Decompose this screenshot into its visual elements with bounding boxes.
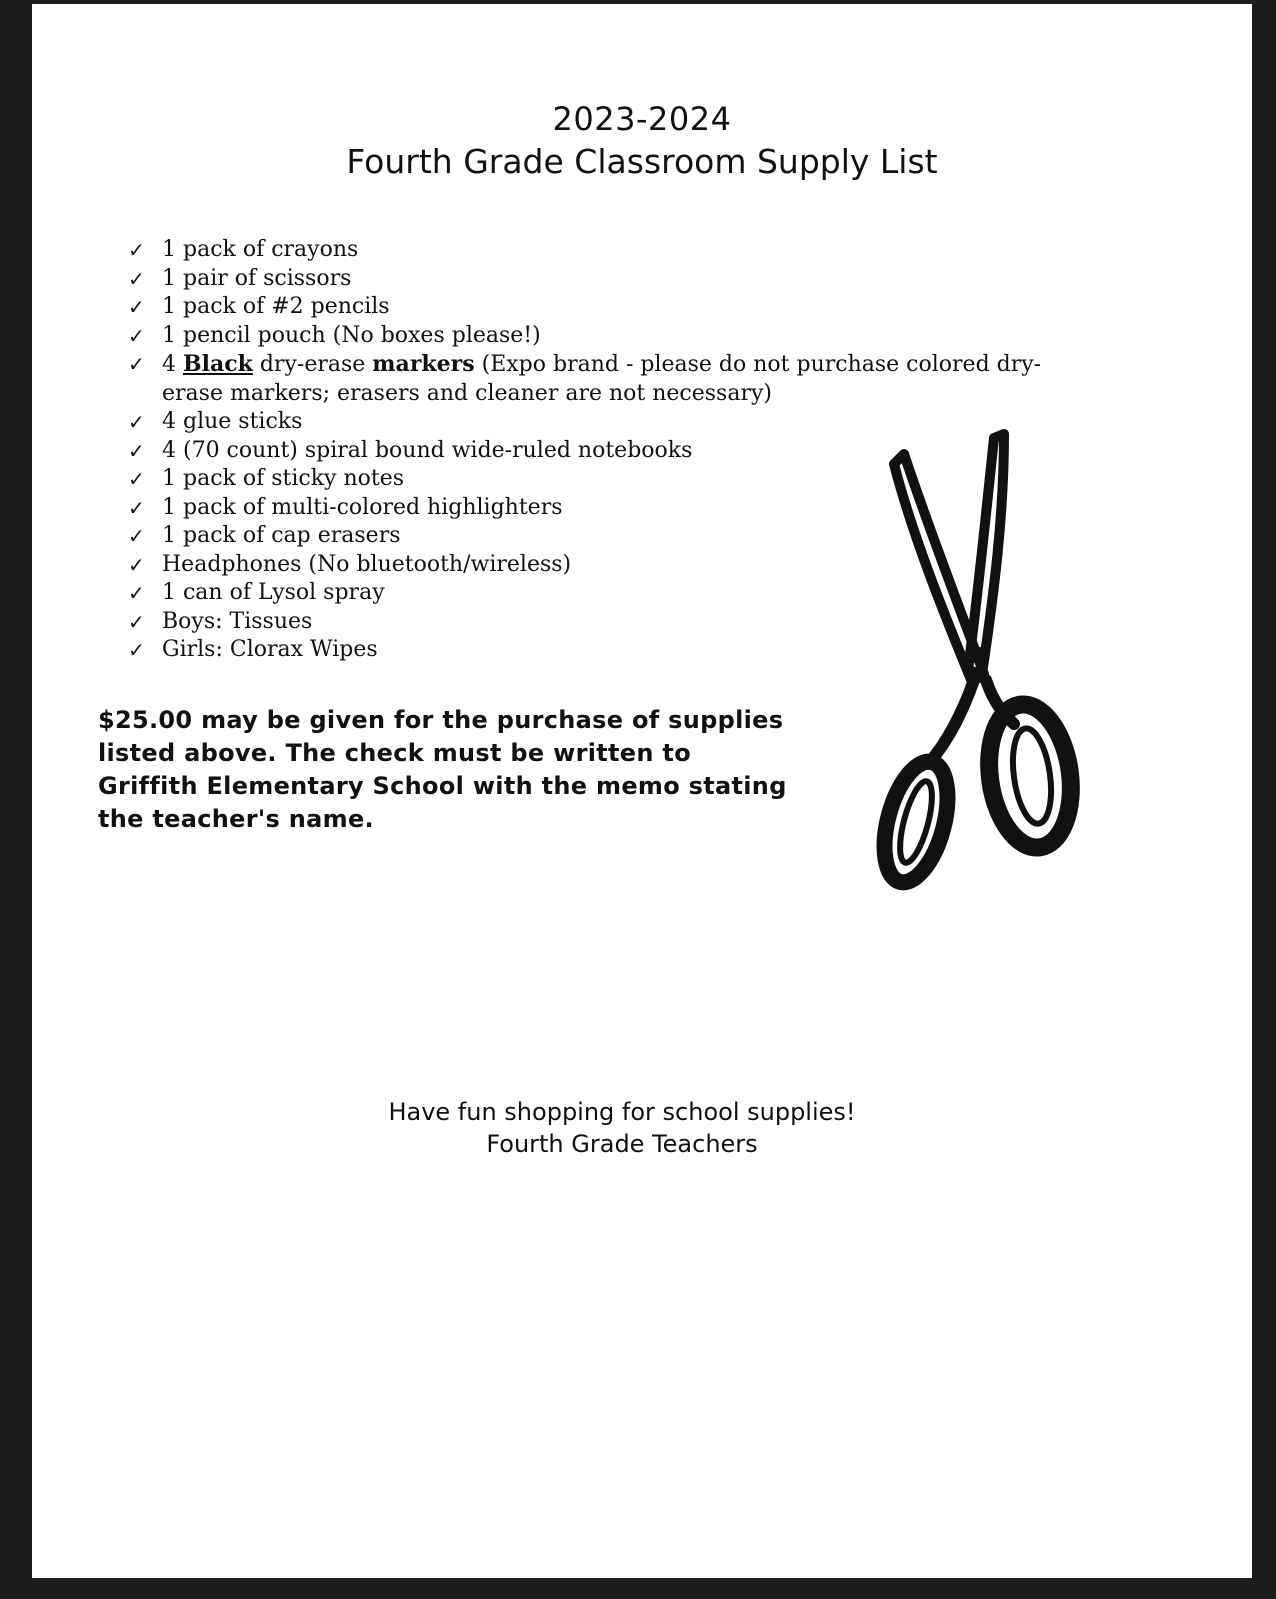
check-icon: ✓ <box>128 238 145 262</box>
list-item-text: 1 pack of cap erasers <box>162 523 401 548</box>
list-item <box>128 322 1128 351</box>
check-icon: ✓ <box>128 352 145 376</box>
check-icon: ✓ <box>128 438 145 463</box>
list-item-text: Headphones (No bluetooth/wireless) <box>162 551 572 577</box>
list-item-text: (Expo brand - please do not purchase colored dry-erase markers; erasers and cleaner are not necessary) <box>162 352 1042 406</box>
emphasis-markers: markers <box>372 351 475 377</box>
payment-note: $25.00 may be given for the purchase of supplies listed above. The check must be written to Griffith Elementary School with the memo stating the teacher's name. <box>98 706 787 833</box>
check-icon: ✓ <box>128 495 145 520</box>
emphasis-black: Black <box>183 351 253 377</box>
check-icon: ✓ <box>128 524 145 548</box>
list-item <box>128 293 1128 322</box>
check-icon: ✓ <box>128 266 145 291</box>
check-icon: ✓ <box>128 609 145 634</box>
check-icon: ✓ <box>128 581 145 605</box>
list-item-text: 4 (70 count) spiral bound wide-ruled notebooks <box>162 437 693 463</box>
check-icon: ✓ <box>128 410 145 434</box>
check-icon: ✓ <box>128 552 145 577</box>
check-icon: ✓ <box>128 467 145 491</box>
signature-line: Fourth Grade Teachers <box>486 1130 758 1158</box>
list-item <box>128 265 1128 294</box>
list-item <box>128 350 1092 408</box>
check-icon: ✓ <box>128 638 145 662</box>
list-item-text: 4 <box>162 352 183 377</box>
list-item-text: 1 pencil pouch (No boxes please!) <box>162 322 541 348</box>
list-item-text: 1 can of Lysol spray <box>162 580 385 605</box>
list-item-text: 1 pack of sticky notes <box>162 466 405 491</box>
list-item-text: Boys: Tissues <box>162 608 313 634</box>
list-item-text: 1 pair of scissors <box>162 265 352 291</box>
scissors-icon <box>854 424 1094 904</box>
supply-list-page <box>32 4 1252 1578</box>
check-icon: ✓ <box>128 295 145 319</box>
closing-line: Have fun shopping for school supplies! <box>388 1098 856 1126</box>
closing-message <box>32 1096 1212 1160</box>
list-item-text: Girls: Clorax Wipes <box>162 637 378 662</box>
list-item <box>128 236 1128 265</box>
list-item-text: 1 pack of multi-colored highlighters <box>162 494 563 520</box>
list-item-text: 1 pack of #2 pencils <box>162 294 390 319</box>
list-item-text: 4 glue sticks <box>162 409 303 434</box>
list-item-text: dry-erase <box>252 352 373 377</box>
check-icon: ✓ <box>128 323 145 348</box>
list-item-text: 1 pack of crayons <box>162 237 359 262</box>
page-title: Fourth Grade Classroom Supply List <box>346 142 938 181</box>
school-year: 2023-2024 <box>552 100 732 138</box>
